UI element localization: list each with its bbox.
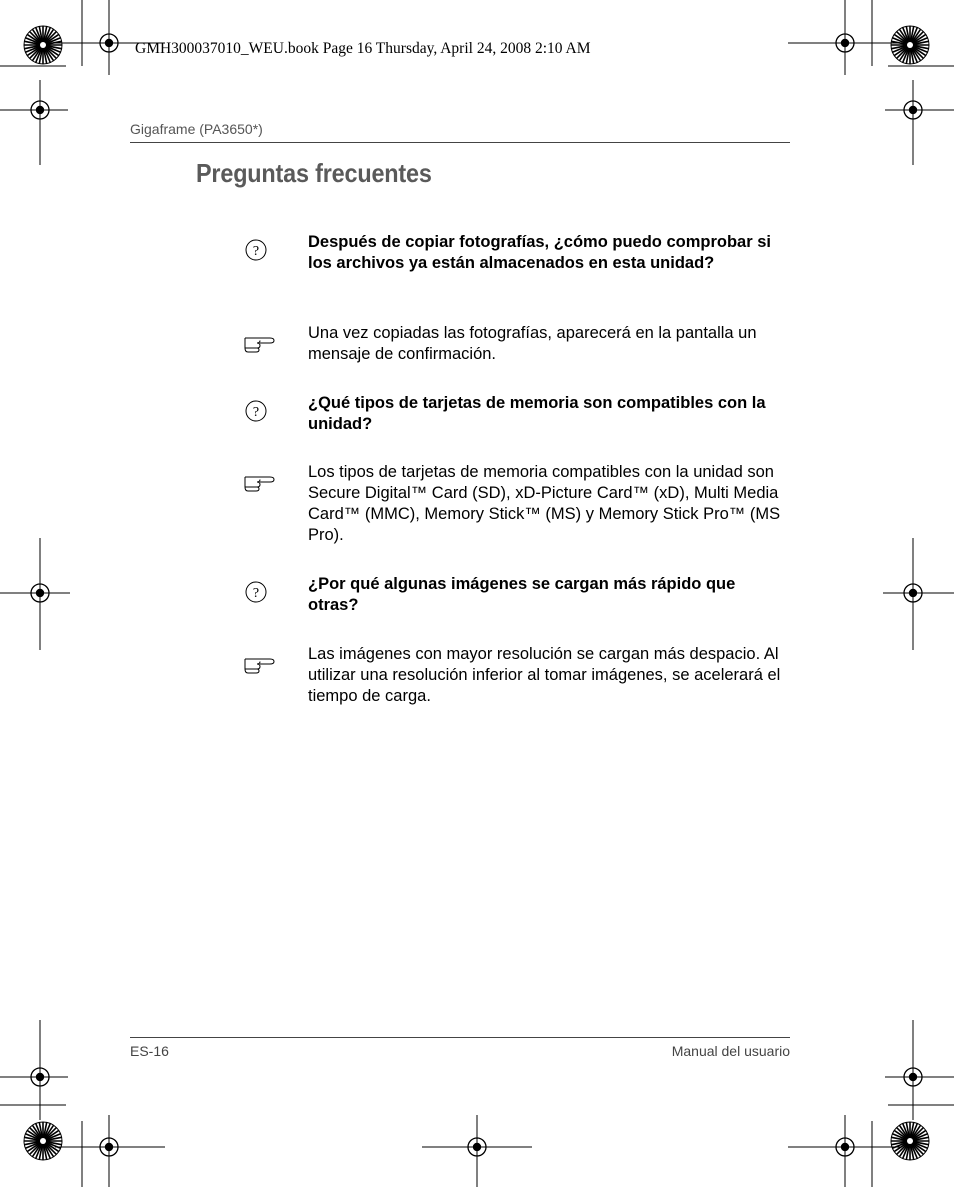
page-title: Preguntas frecuentes (196, 158, 432, 188)
page-number: ES-16 (130, 1043, 169, 1059)
svg-text:?: ? (252, 405, 260, 420)
running-head: Gigaframe (PA3650*) (130, 121, 263, 137)
faq-answer-text: Las imágenes con mayor resolución se cargan más despacio. Al utilizar una resolución inferior al tomar imágenes, se acelerará el tiempo de carga. (308, 645, 781, 705)
faq-question-text: Después de copiar fotografías, ¿cómo puedo comprobar si los archivos ya están almacenados en esta unidad? (308, 233, 771, 272)
svg-text:?: ? (252, 244, 260, 259)
svg-text:?: ? (252, 586, 260, 601)
faq-answer-text: Una vez copiadas las fotografías, aparecerá en la pantalla un mensaje de confirmación. (308, 324, 757, 363)
faq-question-text: ¿Qué tipos de tarjetas de memoria son compatibles con la unidad? (308, 394, 766, 433)
faq-answer-text: Los tipos de tarjetas de memoria compatibles con la unidad son Secure Digital™ Card (SD), xD-Picture Card™ (xD), Multi Media Card™ (MMC), Memory Stick™ (MS) y Memory Stick Pro™ (MS Pro). (308, 463, 781, 544)
manual-name: Manual del usuario (671, 1043, 790, 1059)
print-slug: GMH300037010_WEU.book Page 16 Thursday, April 24, 2008 2:10 AM (135, 40, 591, 57)
faq-question-text: ¿Por qué algunas imágenes se cargan más rápido que otras? (308, 575, 736, 614)
